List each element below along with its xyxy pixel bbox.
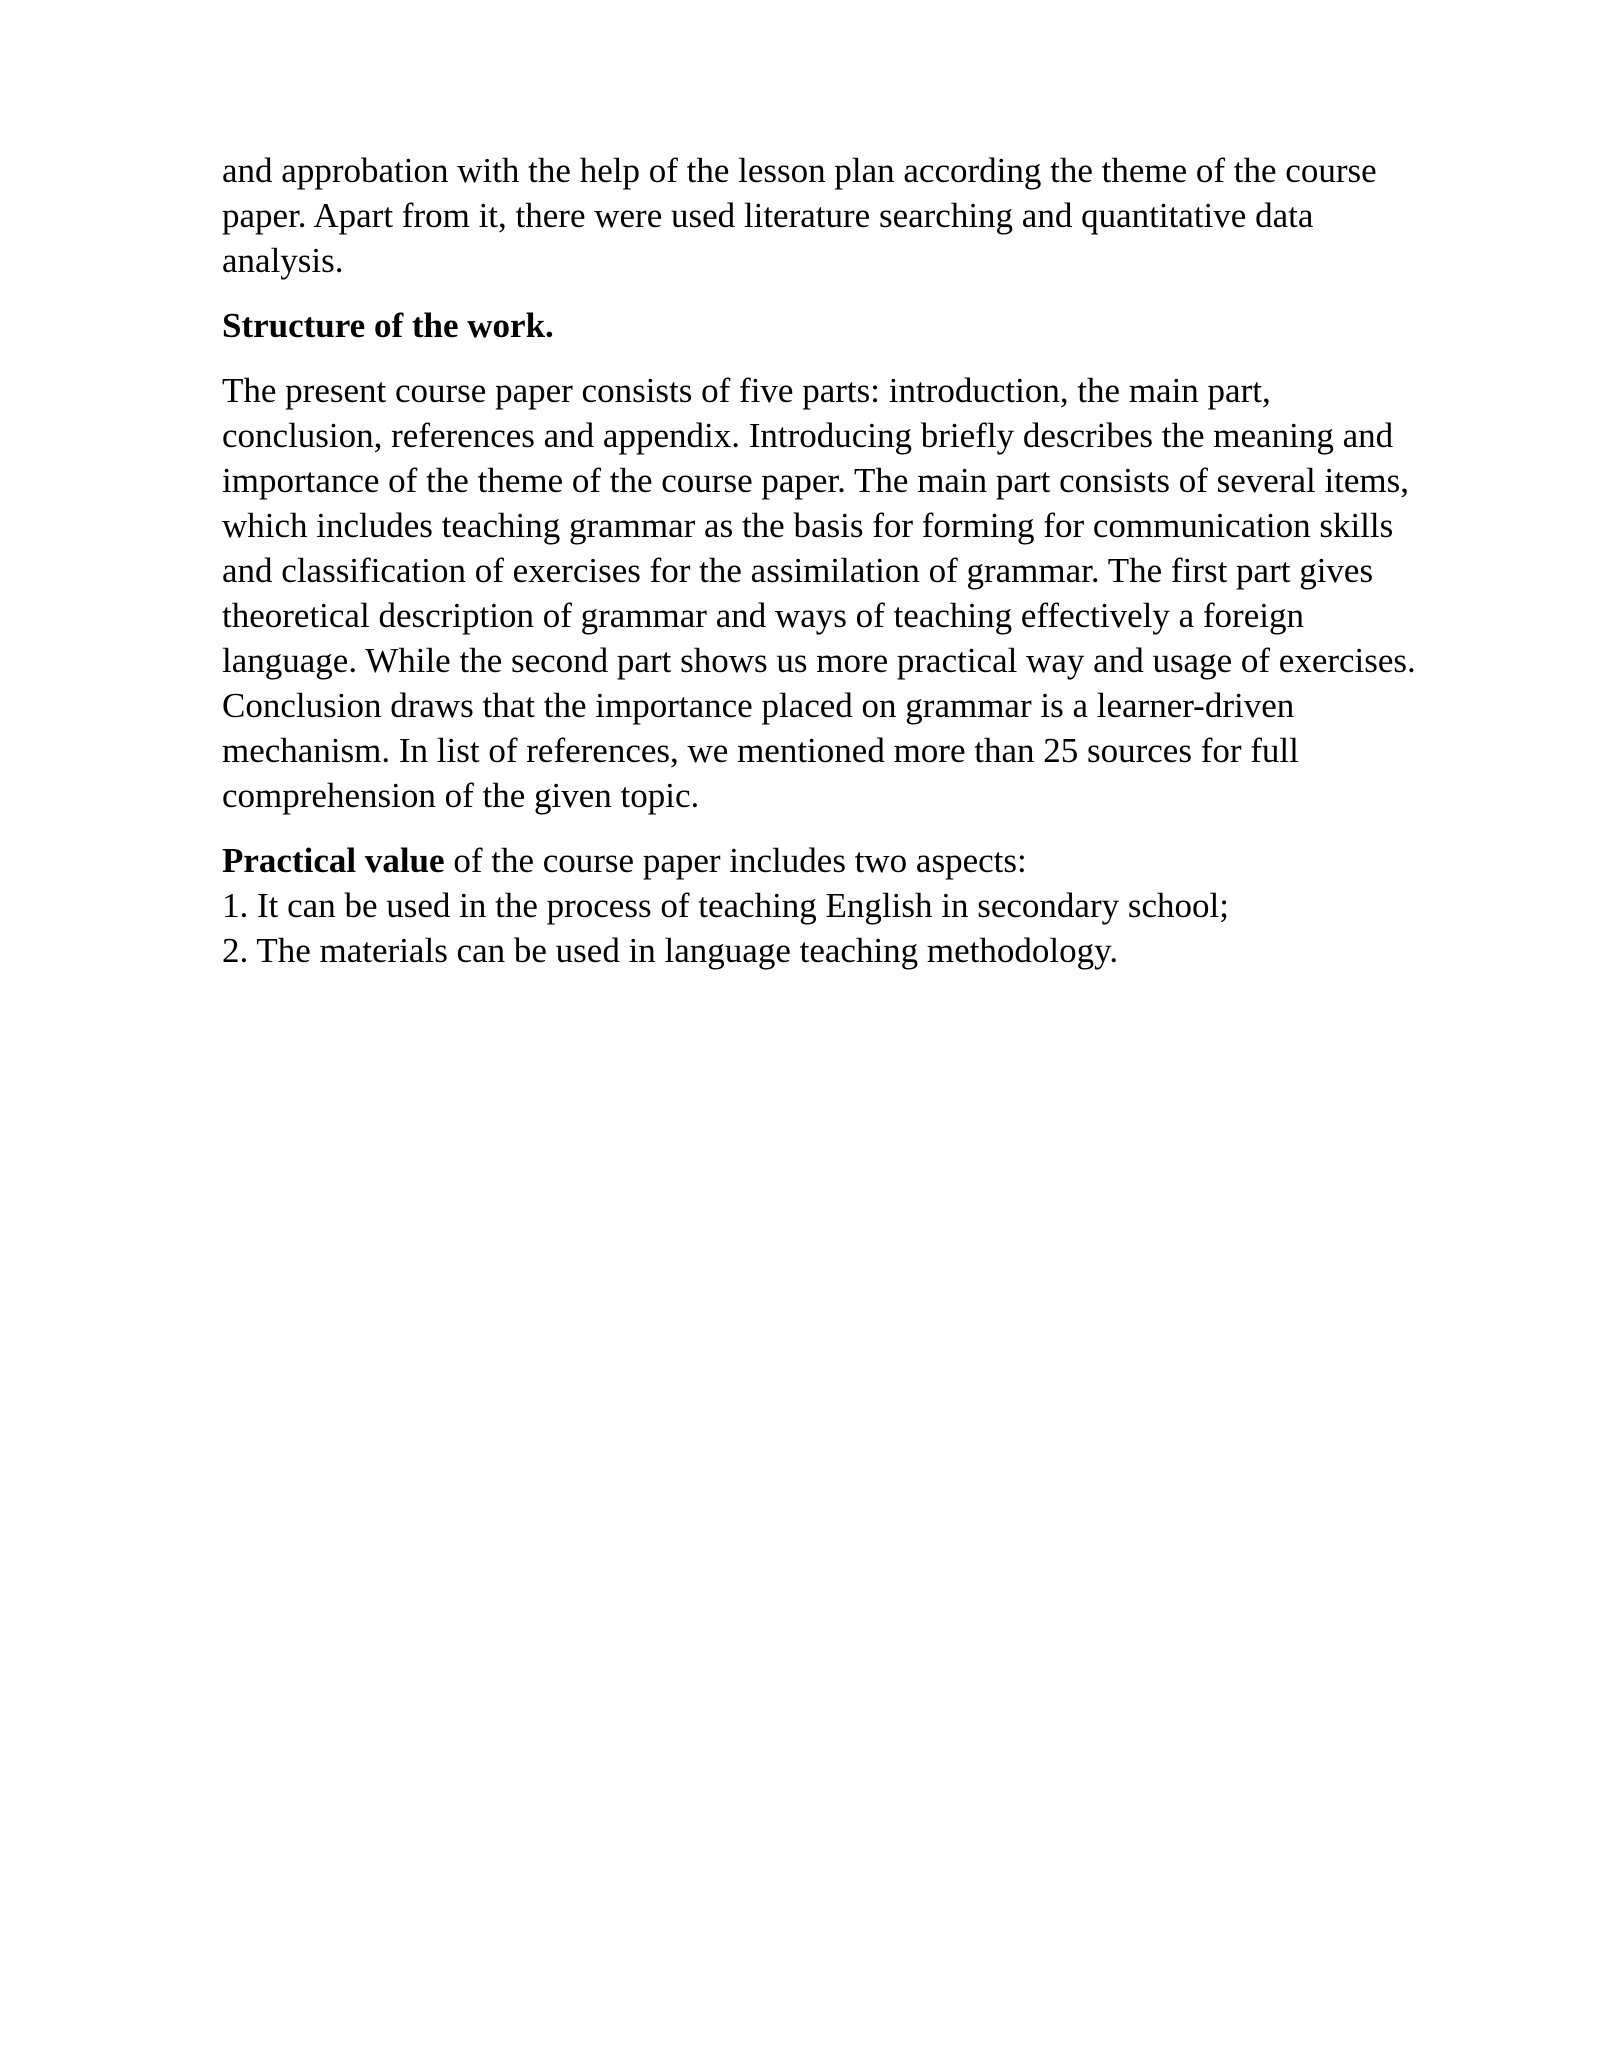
list-item: 2. The materials can be used in language teaching methodology. xyxy=(222,931,1119,970)
practical-value-section xyxy=(222,838,1482,973)
structure-heading: Structure of the work. xyxy=(222,306,554,345)
practical-value-text: of the course paper includes two aspects: xyxy=(444,841,1027,880)
intro-line: and approbation with the help of the lesson plan according the theme of the course xyxy=(222,151,1377,190)
structure-line: The present course paper consists of five parts: introduction, the main part, xyxy=(222,371,1271,410)
practical-value-label: Practical value xyxy=(222,841,445,880)
structure-line: and classification of exercises for the assimilation of grammar. The first part gives xyxy=(222,551,1374,590)
structure-line: conclusion, references and appendix. Introducing briefly describes the meaning and xyxy=(222,416,1394,455)
intro-paragraph xyxy=(222,148,1482,283)
practical-value-lead xyxy=(222,838,1482,883)
structure-line: language. While the second part shows us more practical way and usage of exercises. xyxy=(222,641,1416,680)
structure-line: which includes teaching grammar as the basis for forming for communication skills xyxy=(222,506,1394,545)
structure-paragraph xyxy=(222,368,1482,818)
intro-line: analysis. xyxy=(222,241,344,280)
structure-line: comprehension of the given topic. xyxy=(222,776,700,815)
list-item: 1. It can be used in the process of teaching English in secondary school; xyxy=(222,886,1229,925)
structure-line: theoretical description of grammar and ways of teaching effectively a foreign xyxy=(222,596,1304,635)
page-content xyxy=(222,148,1482,973)
intro-line: paper. Apart from it, there were used literature searching and quantitative data xyxy=(222,196,1314,235)
structure-line: mechanism. In list of references, we mentioned more than 25 sources for full xyxy=(222,731,1299,770)
structure-line: Conclusion draws that the importance placed on grammar is a learner-driven xyxy=(222,686,1295,725)
structure-line: importance of the theme of the course paper. The main part consists of several items, xyxy=(222,461,1410,500)
